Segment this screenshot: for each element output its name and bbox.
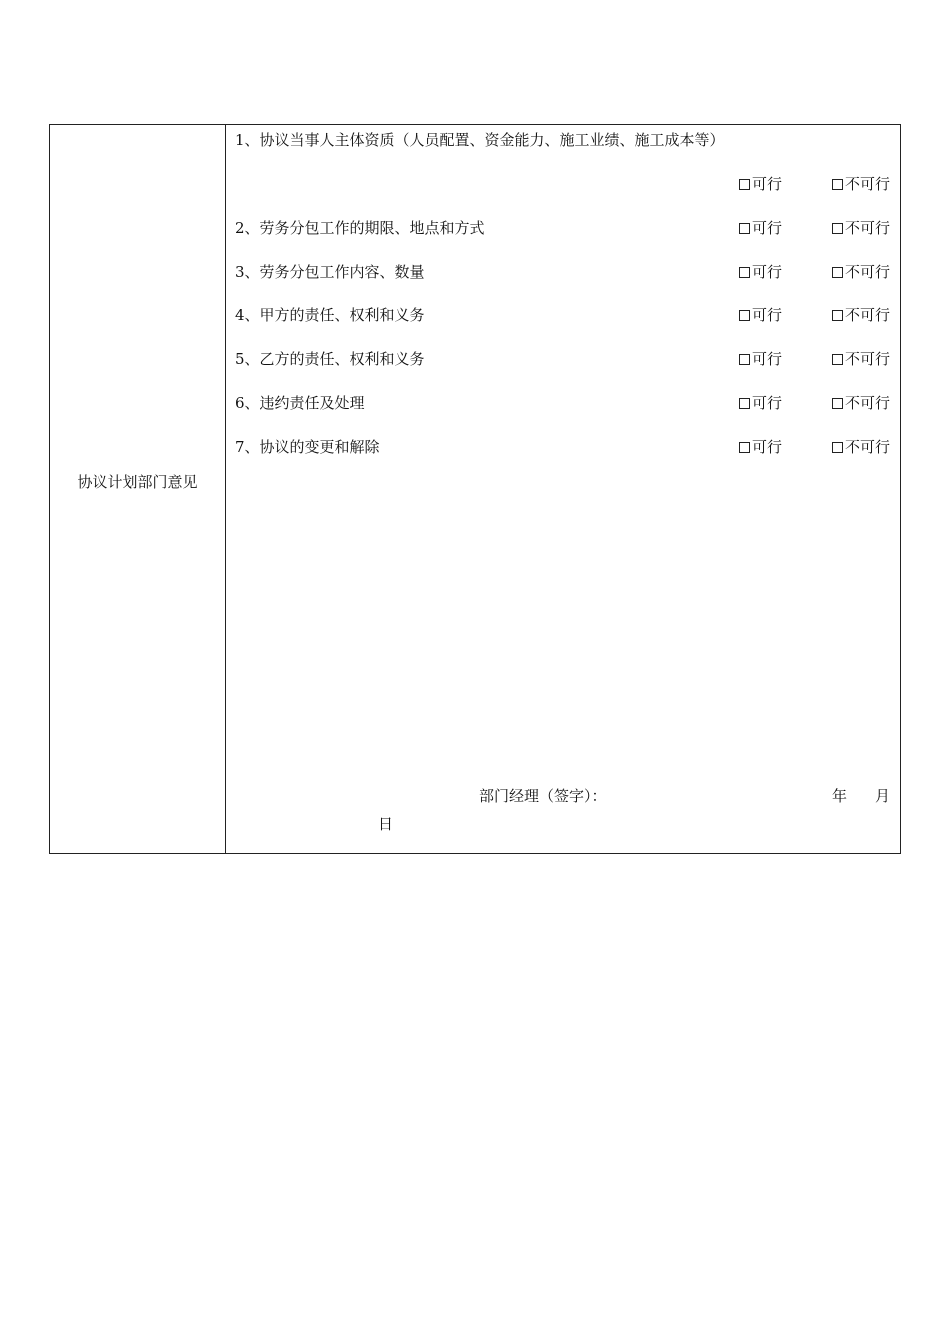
checkbox-icon <box>739 442 750 453</box>
review-form-table <box>49 124 901 854</box>
checkbox-icon <box>832 223 843 234</box>
list-item <box>235 130 888 150</box>
checkbox-icon <box>832 310 843 321</box>
checkbox-icon <box>739 354 750 365</box>
list-item <box>235 437 891 457</box>
checkbox-icon <box>832 442 843 453</box>
infeasible-checkbox[interactable]: 不可行 <box>832 262 890 282</box>
checkbox-icon <box>739 310 750 321</box>
feasible-checkbox[interactable]: 可行 <box>739 218 782 238</box>
feasible-checkbox[interactable]: 可行 <box>739 349 782 369</box>
signature-year: 年 <box>832 787 848 805</box>
item-text: 7、协议的变更和解除 <box>235 438 380 456</box>
item-text: 5、乙方的责任、权利和义务 <box>235 350 425 368</box>
checkbox-icon <box>832 267 843 278</box>
signature-day: 日 <box>378 815 394 833</box>
checkbox-icon <box>832 354 843 365</box>
item-text: 1、协议当事人主体资质（人员配置、资金能力、施工业绩、施工成本等） <box>235 131 725 149</box>
infeasible-checkbox[interactable]: 不可行 <box>832 393 890 413</box>
infeasible-checkbox[interactable]: 不可行 <box>832 349 890 369</box>
list-item-options <box>235 174 891 194</box>
checkbox-icon <box>739 267 750 278</box>
checkbox-icon <box>739 179 750 190</box>
item-text: 3、劳务分包工作内容、数量 <box>235 263 425 281</box>
feasible-checkbox[interactable]: 可行 <box>739 174 782 194</box>
feasible-checkbox[interactable]: 可行 <box>739 437 782 457</box>
checkbox-icon <box>739 398 750 409</box>
list-item <box>235 393 891 413</box>
signature-month: 月 <box>875 787 891 805</box>
checkbox-icon <box>739 223 750 234</box>
opinion-cell <box>226 125 900 853</box>
feasible-checkbox[interactable]: 可行 <box>739 393 782 413</box>
section-label-cell <box>50 125 226 853</box>
item-text: 6、违约责任及处理 <box>235 394 365 412</box>
checkbox-icon <box>832 179 843 190</box>
item-text: 4、甲方的责任、权利和义务 <box>235 306 425 324</box>
infeasible-checkbox[interactable]: 不可行 <box>832 218 890 238</box>
list-item <box>235 218 891 238</box>
list-item <box>235 305 891 325</box>
feasible-checkbox[interactable]: 可行 <box>739 262 782 282</box>
list-item <box>235 262 891 282</box>
feasible-checkbox[interactable]: 可行 <box>739 305 782 325</box>
infeasible-checkbox[interactable]: 不可行 <box>832 305 890 325</box>
checkbox-icon <box>832 398 843 409</box>
section-label: 协议计划部门意见 <box>77 473 198 491</box>
item-text: 2、劳务分包工作的期限、地点和方式 <box>235 219 485 237</box>
infeasible-checkbox[interactable]: 不可行 <box>832 174 890 194</box>
list-item <box>235 349 891 369</box>
signature-label: 部门经理（签字）： <box>479 787 607 805</box>
infeasible-checkbox[interactable]: 不可行 <box>832 437 890 457</box>
